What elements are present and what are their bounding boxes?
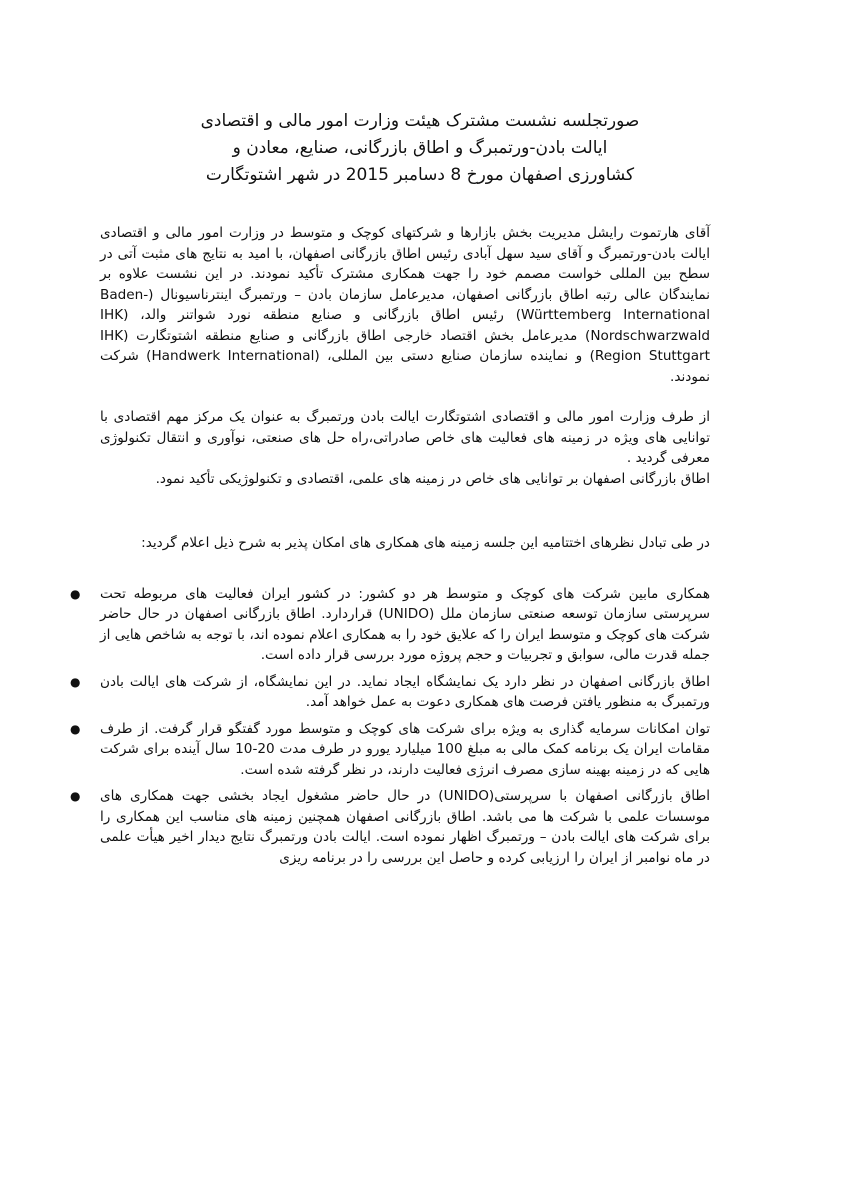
list-item [70,584,710,666]
intro-paragraph: آقای هارتموت رایشل مدیریت بخش بازارها و شرکتهای کوچک و متوسط در وزارت امور مالی و اقتصادی ایالت بادن-ورتمبرگ و آقای سید سهل آبادی رئیس اطاق بازرگانی اصفهان، با امید به نتایج های مثبت آتی در سطح بین المللی خواست مصمم خود را جهت همکاری مشترک تأکید نمودند. در این نشست علاوه بر نمایندگان عالی رتبه اطاق بازرگانی اصفهان، مدیرعامل سازمان بادن – ورتمبرگ اینترناسیونال (Baden-Württemberg International) رئیس اطاق بازرگانی و صنایع منطقه نورد شواتنر والد، (IHK Nordschwarzwald) مدیرعامل بخش اقتصاد خارجی اطاق بازرگانی و صنایع منطقه اشتوتگارت (IHK Region Stuttgart) و نماینده سازمان صنایع دستی بین المللی، (Handwerk International) شرکت نمودند. [100,225,710,385]
title-line: کشاورزی اصفهان مورخ 8 دسامبر 2015 در شهر اشتوتگارت [205,165,635,185]
cooperation-list [70,584,710,869]
list-item-text: همکاری مابین شرکت های کوچک و متوسط هر دو کشور: در کشور ایران فعالیت های مربوطه تحت سرپرستی سازمان توسعه صنعتی سازمان ملل (UNIDO) قراردارد. اطاق بازرگانی اصفهان در حال حاضر شرکت های کوچک و متوسط ایران را که علایق خود را به همکاری اعلام نموده اند، با توجه به شاخص هایی از جمله قدرت مالی، سوابق و تجربیات و حجم پروژه مورد بررسی قرار داده است. [100,585,710,663]
document-title [100,108,710,189]
list-item [70,786,710,868]
ministry-paragraph: از طرف وزارت امور مالی و اقتصادی اشتوتگارت ایالت بادن ورتمبرگ به عنوان یک مرکز مهم اقتصادی با توانایی های ویژه در زمینه های فعالیت های خاص صادراتی،راه حل های صنعتی، نوآوری و انتقال تکنولوژی معرفی گردید . [100,409,710,466]
list-item [70,719,710,781]
closing-paragraph: در طی تبادل نظرهای اختتامیه این جلسه زمینه های همکاری های امکان پذیر به شرح ذیل اعلام گردید: [141,535,710,551]
title-line: صورتجلسه نشست مشترک هیئت وزارت امور مالی و اقتصادی [200,111,640,131]
title-line: ایالت بادن-ورتمبرگ و اطاق بازرگانی، صنایع، معادن و [232,138,608,158]
list-item-text: اطاق بازرگانی اصفهان با سرپرستی(UNIDO) در حال حاضر مشغول ایجاد بخشی جهت همکاری های موسسات علمی با شرکت ها می باشد. اطاق بازرگانی اصفهان همچنین زمینه های مناسب این همکاری را برای شرکت های ایالت بادن – ورتمبرگ اظهار نموده است. ایالت بادن ورتمبرگ نتایج دیدار اخیر هیأت علمی در ماه نوامبر از ایران را ارزیابی کرده و حاصل این بررسی را در برنامه ریزی [100,788,710,866]
list-item-text: اطاق بازرگانی اصفهان در نظر دارد یک نمایشگاه ایجاد نماید. در این نمایشگاه، از شرکت های ایالت بادن ورتمبرگ به منظور یافتن فرصت های همکاری دعوت به عمل خواهد آمد. [100,673,710,710]
list-item [70,672,710,713]
chamber-paragraph: اطاق بازرگانی اصفهان بر توانایی های خاص در زمینه های علمی، اقتصادی و تکنولوژیکی تأکید نمود. [155,470,710,487]
bullet-icon: ● [70,586,81,601]
list-item-text: توان امکانات سرمایه گذاری به ویژه برای شرکت های کوچک و متوسط مورد گفتگو قرار گرفت. از طرف مقامات ایران یک برنامه کمک مالی به مبلغ 100 میلیارد یورو در طرف مدت 20-10 سال آینده برای شرکت هایی که در زمینه بهینه سازی مصرف انرژی فعالیت دارند، در نظر گرفته شده است. [100,720,710,778]
bullet-icon: ● [70,674,81,689]
bullet-icon: ● [70,789,81,803]
bullet-icon: ● [70,721,81,736]
